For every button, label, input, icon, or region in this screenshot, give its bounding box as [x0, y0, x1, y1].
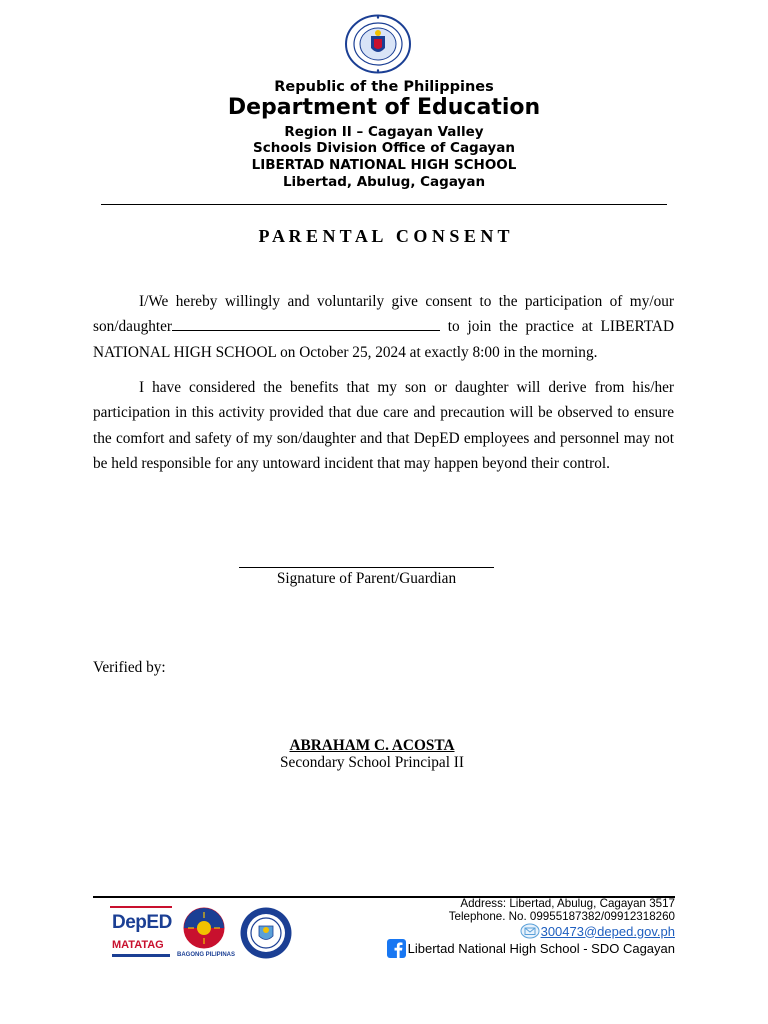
- consent-paragraph-1: [93, 289, 674, 365]
- header-school: LIBERTAD NATIONAL HIGH SCHOOL: [251, 157, 517, 173]
- header-region: Region II – Cagayan Valley: [284, 124, 484, 140]
- matatag-logo-text: MATATAG: [112, 939, 164, 951]
- principal-name: ABRAHAM C. ACOSTA: [289, 737, 455, 754]
- email-link[interactable]: 300473@deped.gov.ph: [540, 923, 675, 939]
- student-name-blank[interactable]: [172, 316, 440, 331]
- signature-line[interactable]: [239, 567, 494, 568]
- footer-telephone: Telephone. No. 09955187382/09912318260: [448, 910, 675, 923]
- header-divider: [101, 204, 667, 205]
- facebook-icon: [387, 939, 406, 958]
- email-icon: [520, 923, 540, 939]
- bagong-pilipinas-icon: [176, 906, 236, 950]
- footer-address: Address: Libertad, Abulug, Cagayan 3517: [460, 897, 675, 910]
- bagong-pilipinas-logo: [176, 906, 236, 962]
- document-title: P A R E N T A L C O N S E N T: [258, 226, 510, 246]
- paragraph-1-text-end: to join the practice at LIBERTAD NATIONAL HIGH SCHOOL on October 25, 2024 at exactly 8:00 in the morning.: [93, 318, 674, 361]
- header-department: Department of Education: [227, 95, 541, 120]
- deped-logo-text: DepED: [112, 912, 172, 933]
- paragraph-1-text-start: I/We hereby willingly and voluntarily give consent to the participation of my/our son/daughter: [93, 293, 674, 336]
- verified-by-label: Verified by:: [93, 659, 166, 676]
- header-location: Libertad, Abulug, Cagayan: [282, 174, 486, 190]
- facebook-row: [387, 938, 675, 958]
- header-country: Republic of the Philippines: [274, 79, 494, 95]
- deped-matatag-logo: [110, 906, 174, 962]
- bagong-pilipinas-text: BAGONG PILIPINAS: [176, 952, 235, 958]
- signature-label: Signature of Parent/Guardian: [276, 570, 457, 587]
- deped-seal-icon: [344, 14, 412, 74]
- consent-paragraph-2: I have considered the benefits that my son or daughter will derive from his/her participation in this activity provided that due care and precaution will be observed to ensure the comfort and safety of my son/daughter and that DepED employees and personnel may not be held responsible for any untoward incident that may happen beyond their control.: [93, 379, 674, 472]
- school-seal-icon: [239, 906, 293, 960]
- principal-title: Secondary School Principal II: [280, 754, 464, 771]
- header-division: Schools Division Office of Cagayan: [253, 140, 515, 156]
- facebook-page-text: Libertad National High School - SDO Cagayan: [407, 940, 675, 956]
